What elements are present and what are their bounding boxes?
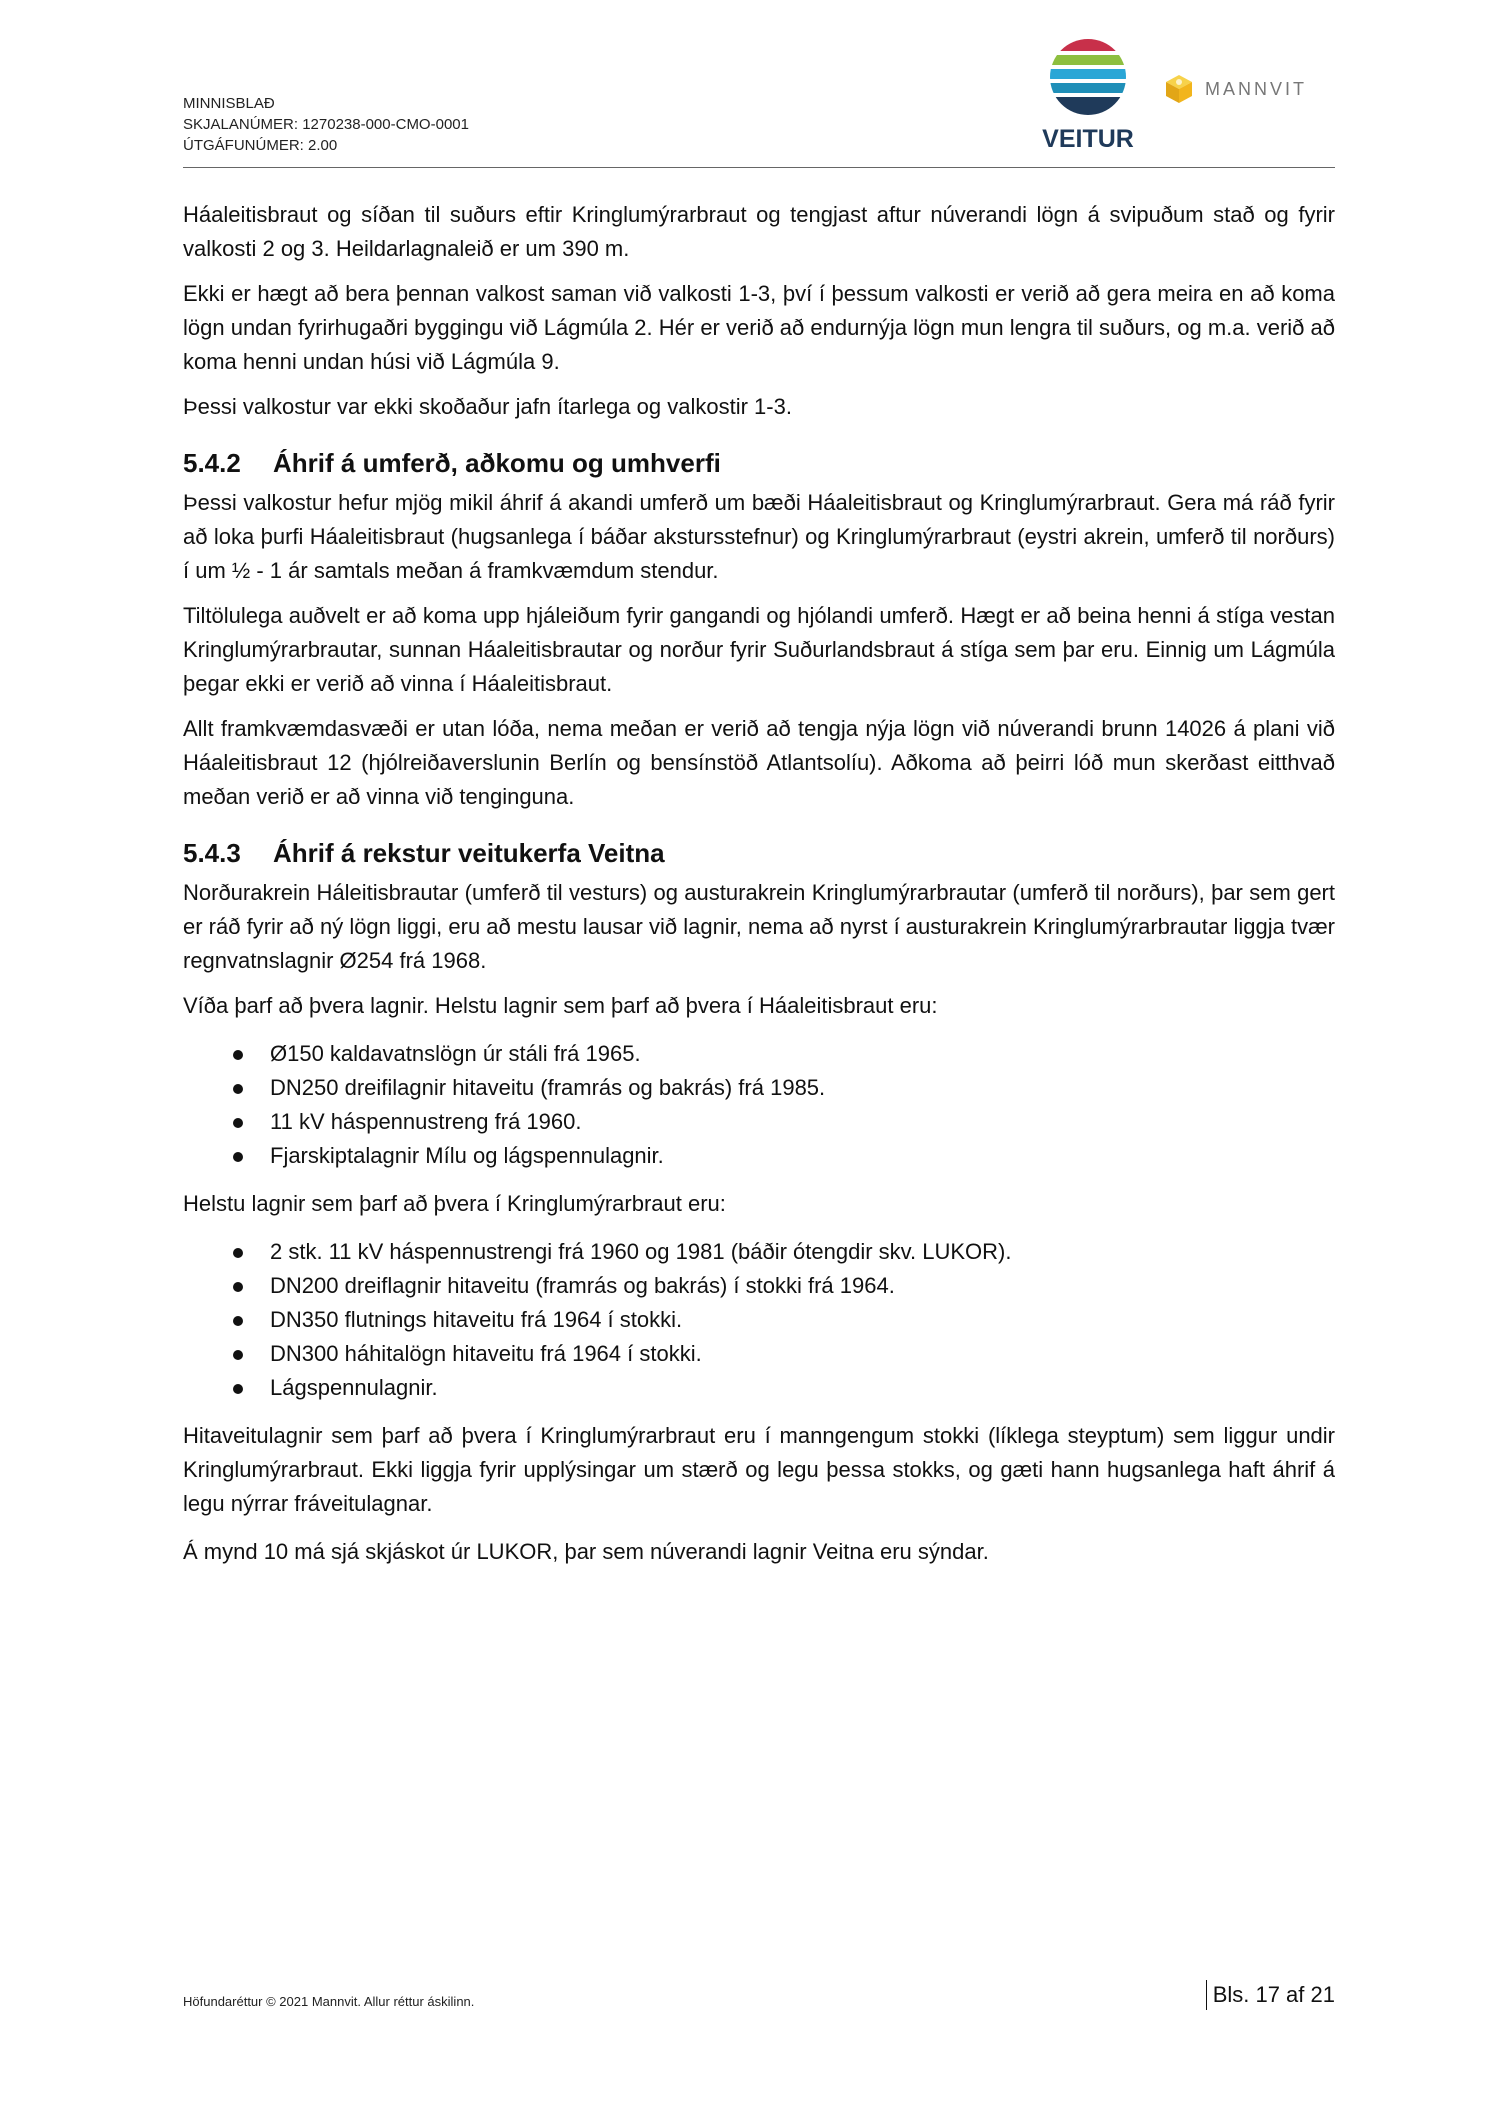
bullet-icon	[233, 1084, 243, 1094]
section-543-paragraph-5: Á mynd 10 má sjá skjáskot úr LUKOR, þar sem núverandi lagnir Veitna eru sýndar.	[183, 1539, 989, 1564]
section-543-paragraph-3: Helstu lagnir sem þarf að þvera í Kringlumýrarbraut eru:	[183, 1191, 726, 1216]
section-543-paragraph-4: Hitaveitulagnir sem þarf að þvera í Kringlumýrarbraut eru í manngengum stokki (líklega steyptum) sem liggur undir Kringlumýrarbraut. Ekki liggja fyrir upplýsingar um stærð og legu þessa stokks, og gæti hann hugsanlega haft áhrif á legu nýrrar fráveitulagnar.	[183, 1423, 1335, 1516]
veitur-logo-text: VEITUR	[1042, 125, 1134, 153]
bullet-icon	[233, 1050, 243, 1060]
section-543-paragraph-1: Norðurakrein Háleitisbrautar (umferð til vesturs) og austurakrein Kringlumýrarbrautar (umferð til norðurs), þar sem gert er ráð fyrir að ný lögn liggi, eru að mestu lausar við lagnir, nema að nyrst í austurakrein Kringlumýrarbrautar liggja tvær regnvatnslagnir Ø254 frá 1968.	[183, 880, 1335, 973]
bullet-icon	[233, 1152, 243, 1162]
bullet-icon	[233, 1118, 243, 1128]
footer-copyright: Höfundaréttur © 2021 Mannvit. Allur réttur áskilinn.	[183, 1994, 475, 2009]
list-item: DN300 háhitalögn hitaveitu frá 1964 í stokki.	[233, 1337, 1335, 1371]
list-item: Ø150 kaldavatnslögn úr stáli frá 1965.	[233, 1037, 1335, 1071]
page-header	[183, 78, 1335, 168]
section-title: Áhrif á rekstur veitukerfa Veitna	[273, 838, 665, 868]
section-542-paragraph-3: Allt framkvæmdasvæði er utan lóða, nema meðan er verið að tengja nýja lögn við núverandi brunn 14026 á plani við Háaleitisbraut 12 (hjólreiðaverslunin Berlín og bensínstöð Atlantsolíu). Aðkoma að þeirri lóð mun skerðast eitthvað meðan verið er að vinna við tenginguna.	[183, 716, 1335, 809]
veitur-logo	[1033, 37, 1143, 157]
document-body	[183, 198, 1335, 1580]
kringlumyrarbraut-pipes-list	[183, 1235, 1335, 1405]
mannvit-cube-icon	[1163, 73, 1195, 105]
document-meta	[183, 93, 469, 156]
section-number: 5.4.2	[183, 448, 241, 478]
section-542-paragraph-1: Þessi valkostur hefur mjög mikil áhrif á akandi umferð um bæði Háaleitisbraut og Kringlumýrarbraut. Gera má ráð fyrir að loka þurfi Háaleitisbraut (hugsanlega í báðar akstursstefnur) og Kringlumýrarbraut (eystri akrein, umferð til norðurs) í um ½ - 1 ár samtals meðan á framkvæmdum stendur.	[183, 490, 1335, 583]
list-item: 2 stk. 11 kV háspennustrengi frá 1960 og 1981 (báðir ótengdir skv. LUKOR).	[233, 1235, 1335, 1269]
list-item: DN200 dreiflagnir hitaveitu (framrás og bakrás) í stokki frá 1964.	[233, 1269, 1335, 1303]
bullet-icon	[233, 1384, 243, 1394]
intro-paragraph-1: Háaleitisbraut og síðan til suðurs eftir Kringlumýrarbraut og tengjast aftur núverandi lögn á svipuðum stað og fyrir valkosti 2 og 3. Heildarlagnaleið er um 390 m.	[183, 202, 1335, 261]
doc-version: ÚTGÁFUNÚMER: 2.00	[183, 137, 338, 154]
section-543-paragraph-2: Víða þarf að þvera lagnir. Helstu lagnir sem þarf að þvera í Háaleitisbraut eru:	[183, 993, 938, 1018]
intro-paragraph-3: Þessi valkostur var ekki skoðaður jafn ítarlega og valkostir 1-3.	[183, 394, 792, 419]
bullet-icon	[233, 1316, 243, 1326]
section-title: Áhrif á umferð, aðkomu og umhverfi	[273, 448, 721, 478]
list-item: 11 kV háspennustreng frá 1960.	[233, 1105, 1335, 1139]
intro-paragraph-2: Ekki er hægt að bera þennan valkost saman við valkosti 1-3, því í þessum valkosti er verið að gera meira en að koma lögn undan fyrirhugaðri byggingu við Lágmúla 2. Hér er verið að endurnýja lögn mun lengra til suðurs, og m.a. verið að koma henni undan húsi við Lágmúla 9.	[183, 281, 1336, 374]
mannvit-logo-text: MANNVIT	[1205, 78, 1307, 99]
section-heading-5-4-3	[183, 836, 1335, 870]
bullet-icon	[233, 1350, 243, 1360]
list-item: DN350 flutnings hitaveitu frá 1964 í stokki.	[233, 1303, 1335, 1337]
haaleitisbraut-pipes-list	[183, 1037, 1335, 1173]
section-heading-5-4-2	[183, 446, 1335, 480]
doc-number: SKJALANÚMER: 1270238-000-CMO-0001	[183, 116, 469, 133]
doc-type: MINNISBLAÐ	[183, 95, 275, 112]
mannvit-logo	[1163, 73, 1307, 105]
section-number: 5.4.3	[183, 838, 241, 868]
list-item: DN250 dreifilagnir hitaveitu (framrás og bakrás) frá 1985.	[233, 1071, 1335, 1105]
bullet-icon	[233, 1282, 243, 1292]
bullet-icon	[233, 1248, 243, 1258]
list-item: Lágspennulagnir.	[233, 1371, 1335, 1405]
list-item: Fjarskiptalagnir Mílu og lágspennulagnir.	[233, 1139, 1335, 1173]
page-number: Bls. 17 af 21	[1206, 1980, 1335, 2010]
section-542-paragraph-2: Tiltölulega auðvelt er að koma upp hjáleiðum fyrir gangandi og hjólandi umferð. Hægt er að beina henni á stíga vestan Kringlumýrarbrautar, sunnan Háaleitisbrautar og norður fyrir Suðurlandsbraut á stíga sem þar eru. Einnig um Lágmúla þegar ekki er verið að vinna í Háaleitisbraut.	[183, 603, 1335, 696]
